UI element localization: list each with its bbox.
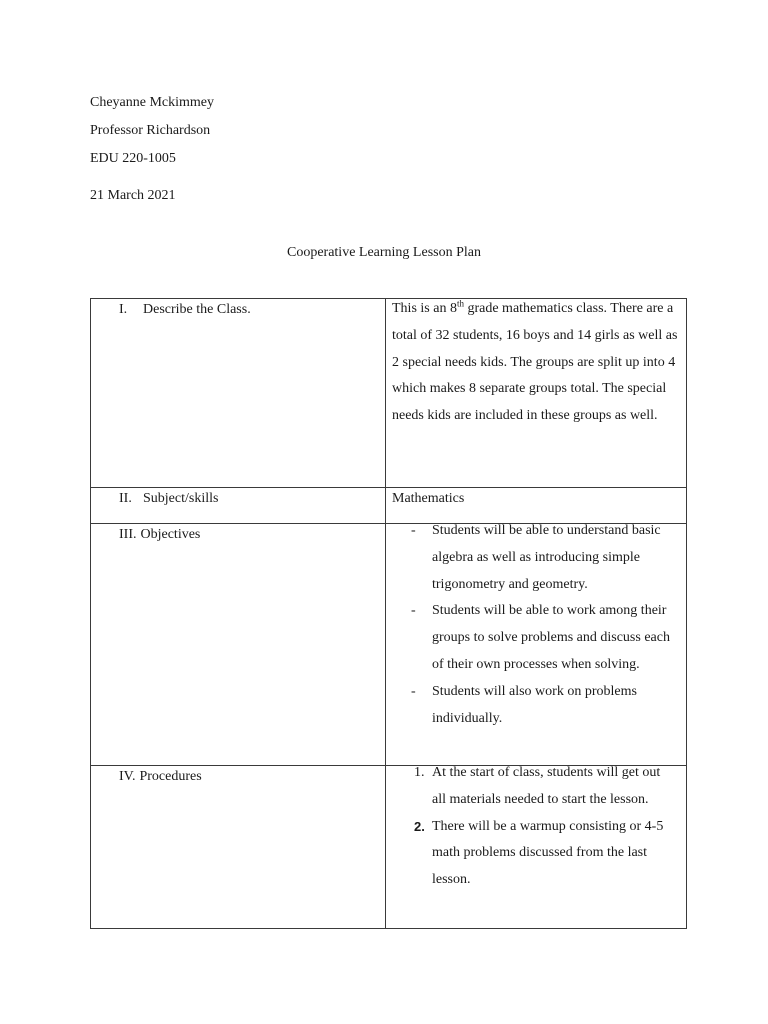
section-label — [91, 488, 385, 508]
document-title: Cooperative Learning Lesson Plan — [286, 245, 481, 260]
table-row — [91, 524, 687, 766]
section-number: IV. — [119, 769, 136, 784]
dash-marker: - — [411, 683, 416, 699]
procedure-text: At the start of class, students will get out all materials needed to start the lesson. — [432, 765, 661, 807]
course-code: EDU 220-1005 — [90, 151, 176, 166]
subject-value: Mathematics — [392, 491, 465, 506]
section-label-cell — [91, 766, 386, 929]
section-number: III. — [119, 527, 137, 542]
professor-name: Professor Richardson — [90, 123, 211, 138]
lesson-plan-table — [90, 298, 687, 929]
section-label-cell — [91, 299, 386, 488]
section-label — [91, 524, 385, 544]
number-marker: 2. — [414, 818, 425, 834]
ordinal-superscript: th — [456, 298, 464, 309]
list-item — [386, 598, 686, 678]
objective-text: Students will be able to work among their groups to solve problems and discuss each of their own processes when solving. — [432, 603, 670, 672]
section-title: Describe the Class. — [143, 302, 251, 317]
section-label-cell — [91, 524, 386, 766]
procedure-text: There will be a warmup consisting or 4-5 math problems discussed from the last lesson. — [432, 818, 664, 888]
dash-marker: - — [411, 603, 416, 619]
number-marker: 1. — [414, 765, 425, 780]
list-item — [386, 814, 686, 894]
table-row — [91, 299, 687, 488]
section-number: II. — [119, 491, 132, 506]
description-text-start: This is an 8 — [392, 301, 457, 316]
objectives-list — [386, 518, 686, 732]
list-item — [386, 760, 686, 814]
objective-text: Students will also work on problems individually. — [432, 683, 637, 726]
section-title: Objectives — [140, 527, 201, 542]
student-name: Cheyanne Mckimmey — [90, 95, 215, 110]
list-item — [386, 518, 686, 598]
section-label-cell — [91, 488, 386, 524]
objective-text: Students will be able to understand basic algebra as well as introducing simple trigonometry and geometry. — [432, 523, 661, 592]
section-title: Subject/skills — [143, 491, 219, 506]
section-content-cell — [386, 524, 687, 766]
dash-marker: - — [411, 523, 416, 538]
table-row — [91, 766, 687, 929]
section-content-cell — [386, 766, 687, 929]
section-content-cell — [386, 299, 687, 488]
description-text-rest: grade mathematics class. There are a total of 32 students, 16 boys and 14 girls as well as 2 special needs kids. The groups are split up into 4 which makes 8 separate groups total. The special needs kids are included in these groups as well. — [392, 301, 678, 424]
section-title: Procedures — [139, 769, 202, 784]
list-item — [386, 679, 686, 733]
document-date: 21 March 2021 — [90, 188, 176, 203]
class-description — [386, 296, 686, 430]
section-number: I. — [119, 302, 128, 317]
section-label — [91, 299, 385, 319]
procedures-list — [386, 760, 686, 894]
section-label — [91, 766, 385, 786]
